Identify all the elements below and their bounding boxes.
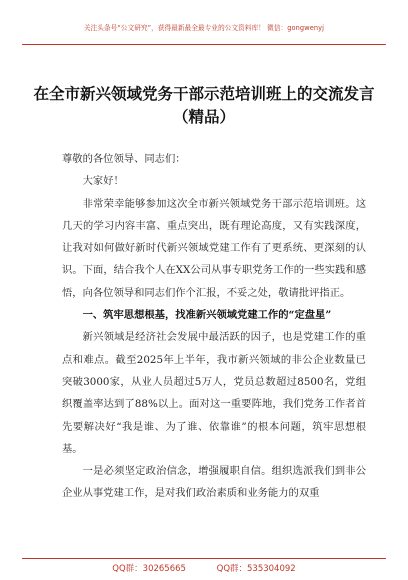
body-paragraph: 一是必须坚定政治信念，增强履职自信。组织选派我们到非公企业从事党建工作，是对我们政治素质和业务能力的双重 [62, 465, 366, 500]
header-divider [22, 44, 386, 45]
header-banner: 关注头条号“公文研究”，获得最新最全最专业的公文资料库！ 微信：gongwenyj [83, 24, 325, 32]
section-heading: 一、筑牢思想根基，找准新兴领域党建工作的“定盘星” [82, 309, 332, 322]
footer-qq-group-2: QQ群：535304092 [216, 564, 296, 574]
body-paragraph: 新兴领域是经济社会发展中最活跃的因子，也是党建工作的重点和难点。截至2025年上半年，我市新兴领域的非公企业数量已突破3000家，从业人员超过5万人，党员总数超过8500名，党组织覆盖率达到了88%以上。面对这一重要阵地，我们党务工作者首先要解决好“我是谁、为了谁、依靠谁”的根本问题，筑牢思想根基。 [62, 331, 366, 455]
footer-qq-group-1: QQ群：30265665 [112, 564, 186, 574]
footer [0, 562, 408, 574]
salutation: 尊敬的各位领导、同志们： [62, 153, 186, 165]
body-paragraph: 非常荣幸能够参加这次全市新兴领域党务干部示范培训班。这几天的学习内容丰富、重点突出，既有理论高度，又有实践深度，让我对如何做好新时代新兴领域党建工作有了更系统、更深刻的认识。下面，结合我个人在XX公司从事专职党务工作的一些实践和感悟，向各位领导和同志们作个汇报，不妥之处，敬请批评指正。 [62, 197, 366, 299]
footer-divider [22, 558, 386, 559]
document-body [62, 148, 366, 505]
document-title: 在全市新兴领域党务干部示范培训班上的交流发言（精品） [33, 84, 375, 126]
greeting: 大家好！ [82, 175, 124, 188]
